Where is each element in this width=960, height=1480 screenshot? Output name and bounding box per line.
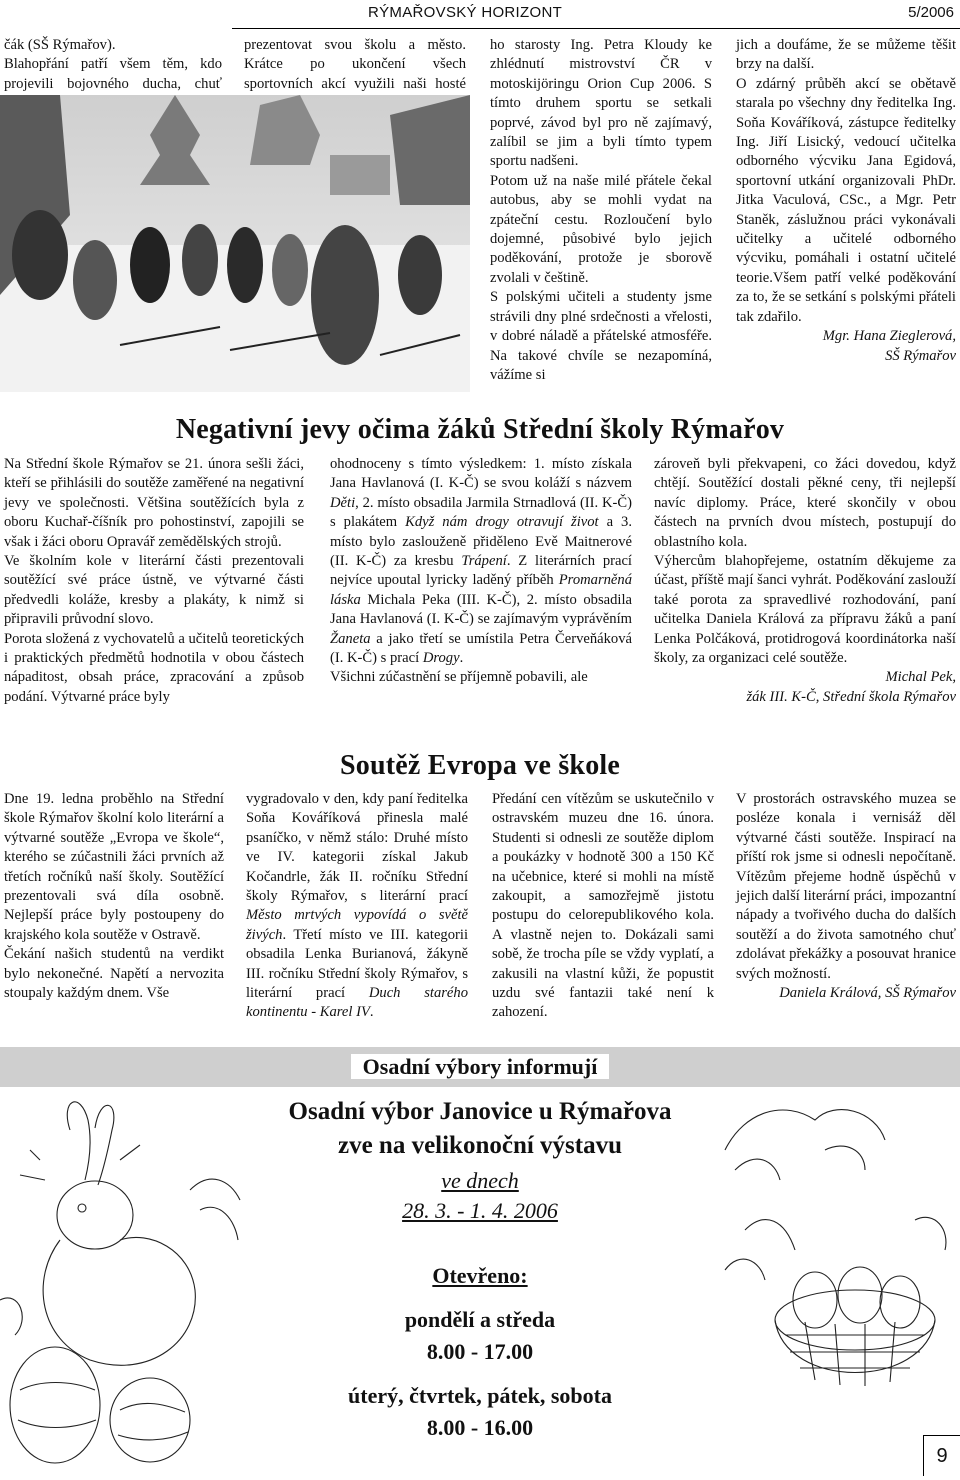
magazine-title: RÝMAŘOVSKÝ HORIZONT — [368, 4, 563, 21]
article-title-europe: Soutěž Evropa ve škole — [340, 750, 620, 781]
hours-1: 8.00 - 17.00 — [426, 1339, 534, 1364]
paragraph: Výhercům blahopřejeme, ostatním děkujeme za účast, příště mají šanci vyhrát. Poděkování zaslouží také porota za spravedlivé rozhodování, paní učitelka Daniela Králová za přípravu žáků a paní Lenka Polčáková, protidrogová koordinátorka naší školy, za organizaci celé soutěže. — [654, 553, 956, 667]
page-header — [0, 0, 960, 26]
paragraph: zároveň byli překvapeni, co žáci dovedou, když chtějí. Soutěžící dostali pěkné ceny, tři nejlepší navíc diplomy. Práce, které skončily v obou částech na prvních dvou místech, postupují do oblastního kola. — [654, 456, 956, 550]
invite-heading-line1: Osadní výbor Janovice u Rýmařova — [288, 1098, 672, 1125]
dates-label: ve dnech — [441, 1168, 519, 1193]
paragraph: ohodnoceny s tímto výsledkem: 1. místo získala Jana Havlanová (I. K-Č) se svou koláží s názvem Děti, 2. místo obsadila Jarmila Strnadlová (II. K-Č) s plakátem Když nám drogy otravují život a 3. místo bylo zaslouženě přiděleno Evě Maitnerové (II. K-Č) za kresbu Trápení. Z literárních prací nejvíce upoutal lyricky laděný příběh Promarněná láska Michala Peka (III. K-Č), 2. místo obsadila Jana Havlanová (I. K-Č) se zajímavým vyprávěním Žaneta a jako třetí se umístila Petra Červeňáková (I. K-Č) s prací Drogy. — [330, 456, 632, 667]
top-col-4 — [736, 36, 956, 366]
europe-col-4 — [736, 790, 956, 1003]
top-col-3 — [490, 36, 712, 385]
paragraph: Potom už na naše milé přátele čekal autobus, aby se mohli vydat na zpáteční cestu. Rozloučení bylo dojemné, působivé bylo jejich poděkování, protože je sborově zvolali v češtině. — [490, 172, 712, 286]
invite-heading — [270, 1095, 690, 1163]
negative-col-3 — [654, 455, 956, 707]
paragraph: Porota složená z vychovatelů a učitelů teoretických i praktických předmětů hodnotila v obou částech nápaditost, obsah práce, zpracování a způsob podání. Výtvarné práce byly — [4, 630, 304, 705]
egg-basket-illustration — [705, 1090, 955, 1430]
negative-col-2 — [330, 455, 632, 688]
article-title-negative: Negativní jevy očima žáků Střední školy Rýmařov — [175, 414, 785, 445]
paragraph: Ve školním kole v literární části prezentovali soutěžící své práce ústně, ve výtvarné části předvedli koláže, kresby a plakáty, k nimž si připravili průvodní slovo. — [4, 553, 304, 628]
europe-col-1 — [4, 790, 224, 1003]
paragraph: jich a doufáme, že se můžeme těšit brzy na další. — [736, 37, 956, 73]
paragraph: prezentovat svou školu a město. Krátce po ukončení všech sportovních akcí využili naši hosté — [244, 37, 466, 92]
paragraph: Všichni zúčastnění se příjemně pobavili, ale — [330, 669, 588, 686]
signature-name: Michal Pek, — [885, 669, 956, 686]
section-bar-osadni — [0, 1047, 960, 1087]
paragraph: Předání cen vítězům se uskutečnilo v ostravském muzeu dne 16. února. Studenti si odnesli ze soutěže diplom a poukázky v hodnotě 300 a 150 Kč na učebnice, které si mohli na místě zakoupit, a samozřejmě jistotu postupu do celorepublikového kola. A vlastně nejen to. Dokázali sami sobě, že trocha píle se vždy vyplatí, a zakusili na vlastní kůži, že popustit uzdu své fantazii také není k zahození. — [492, 791, 714, 1021]
issue-number: 5/2006 — [908, 4, 954, 21]
europe-col-2 — [246, 790, 468, 1023]
paragraph: V prostorách ostravského muzea se posléze konala i vernisáž děl výtvarné části soutěže. Inspirací na příští rok jsme si odnesli nepočítaně. Vítězům přejeme hodně úspěchů v jejich další literární práci, impozantní nápady a tvořivého ducha do dalších soutěží a do života samotného chuť zdolávat překážky a posouvat hranice svých možností. — [736, 791, 956, 982]
open-label: Otevřeno: — [432, 1263, 528, 1288]
paragraph: Čekání našich studentů na verdikt bylo nekonečné. Napětí a nervozita stoupaly každým dnem. Vše — [4, 946, 224, 1002]
signature-school: SŠ Rýmařov — [885, 347, 956, 364]
negative-col-1 — [4, 455, 304, 707]
ski-group-photo — [0, 95, 470, 392]
paragraph: S polskými učiteli a studenty jsme strávili dny plné srdečnosti a vřelosti, v dobré náladě a přátelské atmosféře. Na takové chvíle se nezapomíná, vážíme si — [490, 289, 712, 383]
paragraph: Na Střední škole Rýmařov se 21. února sešli žáci, kteří se přihlásili do soutěže zaměřené na negativní jevy ve společnosti. Většina soutěžících byla z oboru Kuchař-číšník pro pohostinství, zapojili se však i žáci oboru Opravář zemědělských strojů. — [4, 456, 304, 550]
opening-hours — [270, 1260, 690, 1444]
rabbit-illustration — [0, 1090, 250, 1475]
photo-illustration — [0, 95, 470, 392]
paragraph: ho starosty Ing. Petra Kloudy ke zhlédnutí mistrovství ČR v motoskijöringu Orion Cup 2006. S tímto druhem sportu se setkali poprvé, závod byl pro ně zajímavý, zalíbil se jim a byli tímto typem sportu nadšeni. — [490, 37, 712, 170]
paragraph: vygradovalo v den, kdy paní ředitelka Soňa Kováříková přinesla malé psaníčko, v němž stálo: Druhé místo ve IV. kategorii získal Jakub Kočandrle, žák II. ročníku Střední školy Rýmařov, s literární prací Město mrtvých vypovídá o světě živých. Třetí místo ve III. kategorii obsadila Lenka Burianová, žákyně III. ročníku Střední školy Rýmařov, s literární prací Duch starého kontinentu - Karel IV. — [246, 791, 468, 1021]
paragraph: čák (SŠ Rýmařov). — [4, 37, 116, 53]
signature-school: žák III. K-Č, Střední škola Rýmařov — [746, 688, 956, 705]
paragraph: Dne 19. ledna proběhlo na Střední škole Rýmařov školní kolo literární a výtvarné soutěže „Evropa ve škole“, kterého se zúčastnili žáci prvních až třetích ročníků naší školy. Soutěžící prezentovali svá díla osobně. Nejlepší práce byly postoupeny do krajského kola soutěže v Ostravě. — [4, 791, 224, 943]
europe-col-3 — [492, 790, 714, 1023]
days-2: úterý, čtvrtek, pátek, sobota — [348, 1383, 612, 1408]
signature-name: Mgr. Hana Zieglerová, — [822, 328, 956, 345]
signature: Daniela Králová, SŠ Rýmařov — [779, 985, 956, 1002]
paragraph: O zdárný průběh akcí se obětavě starala po všechny dny ředitelka Ing. Soňa Kováříková, zástupce ředitelky Ing. Jiří Lisický, vedoucí učitelka odborného výcviku Jana Egidová, sportovní utkání organizovali PhDr. Jitka Vaculová, CSc., a Mgr. Petr Staněk, záslužnou práci vykonávali učitelky a učitelé odborného výcviku, pomáhali i ostatní učitelé teorie.Všem patří velké poděkování za to, že se setkání s polskými přáteli tak zdařilo. — [736, 75, 956, 325]
section-bar-title: Osadní výbory informují — [351, 1054, 610, 1079]
dates-value: 28. 3. - 1. 4. 2006 — [402, 1198, 558, 1223]
days-1: pondělí a středa — [404, 1307, 556, 1332]
invite-heading-line2: zve na velikonoční výstavu — [337, 1132, 623, 1159]
header-rule — [232, 28, 960, 29]
hours-2: 8.00 - 16.00 — [426, 1415, 534, 1440]
paragraph: Blahopřání patří všem těm, kdo projevili bojovného ducha, chuť — [4, 56, 222, 92]
invite-dates — [270, 1166, 690, 1226]
page-number: 9 — [923, 1435, 960, 1476]
